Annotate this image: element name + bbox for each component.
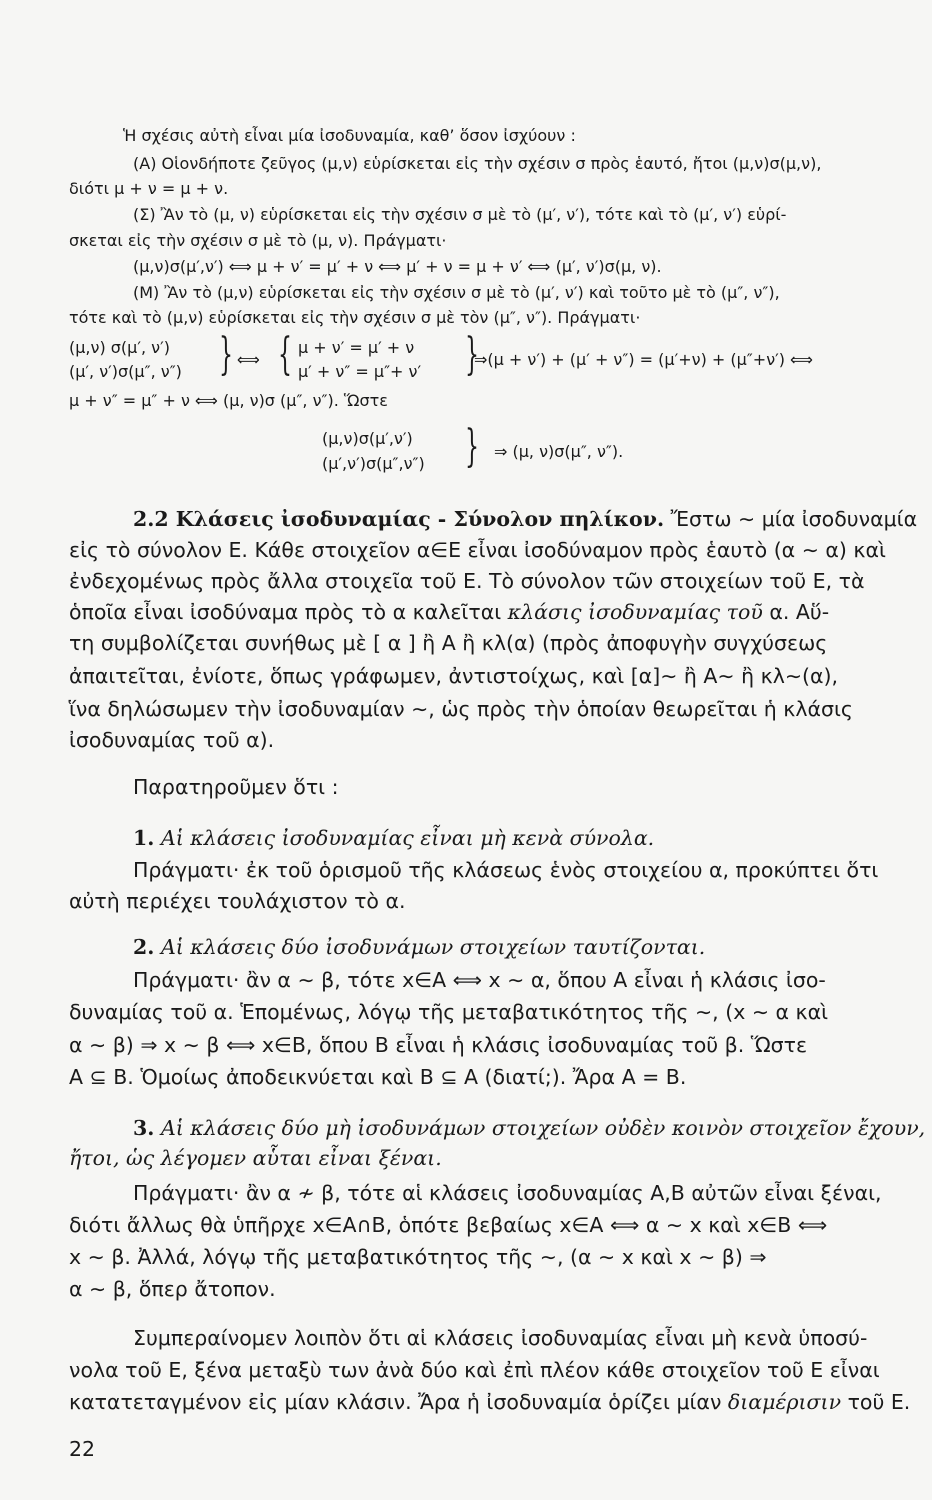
implication: ⇒(μ + ν′) + (μ′ + ν″) = (μ′+ν) + (μ″+ν′) ⟺ bbox=[474, 350, 814, 369]
right-brace: } bbox=[465, 421, 479, 472]
conclusion: ⇒ (μ, ν)σ(μ″, ν″). bbox=[494, 442, 624, 461]
equation-2: μ′ + ν″ = μ″+ ν′ bbox=[298, 362, 422, 381]
item-statement: Αἱ κλάσεις δύο μὴ ἰσοδυνάμων στοιχείων οὐδὲν κοινὸν στοιχεῖον ἔχουν, bbox=[160, 1116, 926, 1140]
equation-1: μ + ν′ = μ′ + ν bbox=[298, 338, 415, 357]
conclusion-line: Συμπεραίνομεν λοιπὸν ὅτι αἱ κλάσεις ἰσοδυναμίας εἶναι μὴ κενὰ ὑποσύ- bbox=[133, 1326, 868, 1350]
section-line: ἰσοδυναμίας τοῦ α). bbox=[69, 728, 275, 752]
property-a: (Α) Οἱονδήποτε ζεῦγος (μ,ν) εὑρίσκεται εἰς τὴν σχέσιν σ πρὸς ἑαυτό, ἤτοι (μ,ν)σ(μ,ν), bbox=[133, 154, 822, 173]
equation-result: μ + ν″ = μ″ + ν ⟺ (μ, ν)σ (μ″, ν″). Ὥστε bbox=[69, 391, 388, 410]
item-statement: Αἱ κλάσεις ἰσοδυναμίας εἶναι μὴ κενὰ σύνολα. bbox=[160, 826, 655, 850]
iff-arrow: ⟺ bbox=[237, 350, 260, 369]
conclusion-relation-1: (μ,ν)σ(μ′,ν′) bbox=[322, 429, 413, 448]
conclusion-relation-2: (μ′,ν′)σ(μ″,ν″) bbox=[322, 454, 425, 473]
conclusion-line: κατατεταγμένον εἰς μίαν κλάσιν. Ἄρα ἡ ἰσοδυναμία ὁρίζει μίαν bbox=[69, 1390, 728, 1414]
item-line: Πράγματι· ἂν α ∼ β, τότε x∈Α ⟺ x ∼ α, ὅπου Α εἶναι ἡ κλάσις ἰσο- bbox=[133, 968, 826, 992]
section-line: ὁποῖα εἶναι ἰσοδύναμα πρὸς τὸ α καλεῖται bbox=[69, 600, 508, 624]
property-s-formula: (μ,ν)σ(μ′,ν′) ⟺ μ + ν′ = μ′ + ν ⟺ μ′ + ν = μ + ν′ ⟺ (μ′, ν′)σ(μ, ν). bbox=[133, 257, 662, 276]
item-line: Α ⊆ Β. Ὁμοίως ἀποδεικνύεται καὶ Β ⊆ Α (διατί;). Ἄρα Α = Β. bbox=[69, 1065, 687, 1089]
section-line: α. Αὕ- bbox=[762, 600, 830, 624]
item-line: διότι ἄλλως θὰ ὑπῆρχε x∈Α∩Β, ὁπότε βεβαίως x∈Α ⟺ α ∼ x καὶ x∈Β ⟺ bbox=[69, 1213, 828, 1237]
item-number: 3. bbox=[133, 1116, 155, 1140]
item-line: α ∼ β) ⇒ x ∼ β ⟺ x∈Β, ὅπου Β εἶναι ἡ κλάσις ἰσοδυναμίας τοῦ β. Ὥστε bbox=[69, 1033, 808, 1057]
conclusion-line: τοῦ Ε. bbox=[841, 1390, 911, 1414]
relation-1: (μ,ν) σ(μ′, ν′) bbox=[69, 338, 170, 357]
item-line: δυναμίας τοῦ α. Ἑπομένως, λόγῳ τῆς μεταβατικότητος τῆς ∼, (x ∼ α καὶ bbox=[69, 1000, 829, 1024]
section-line: ἵνα δηλώσωμεν τὴν ἰσοδυναμίαν ∼, ὡς πρὸς τὴν ὁποίαν θεωρεῖται ἡ κλάσις bbox=[69, 697, 853, 721]
item-line: αὐτὴ περιέχει τουλάχιστον τὸ α. bbox=[69, 889, 406, 913]
section-line: ἐνδεχομένως πρὸς ἄλλα στοιχεῖα τοῦ Ε. Τὸ σύνολον τῶν στοιχείων τοῦ Ε, τὰ bbox=[69, 569, 865, 593]
defined-term: διαμέρισιν bbox=[727, 1390, 842, 1414]
intro-line: Ἡ σχέσις αὐτὴ εἶναι μία ἰσοδυναμία, καθ’ ὅσον ἰσχύουν : bbox=[123, 126, 576, 145]
property-s: (Σ) Ἂν τὸ (μ, ν) εὑρίσκεται εἰς τὴν σχέσιν σ μὲ τὸ (μ′, ν′), τότε καὶ τὸ (μ′, ν′) εὑρί- bbox=[133, 205, 787, 224]
observation: Παρατηροῦμεν ὅτι : bbox=[133, 775, 339, 799]
item-line: x ∼ β. Ἀλλά, λόγῳ τῆς μεταβατικότητος τῆς ∼, (α ∼ x καὶ x ∼ β) ⇒ bbox=[69, 1245, 767, 1269]
section-line: ἀπαιτεῖται, ἐνίοτε, ὅπως γράφωμεν, ἀντιστοίχως, καὶ [α]∼ ἢ Α∼ ἢ κλ∼(α), bbox=[69, 664, 839, 688]
page-number: 22 bbox=[69, 1437, 96, 1461]
section-text: Ἔστω ∼ μία ἰσοδυναμία bbox=[670, 507, 918, 531]
item-line: Πράγματι· ἂν α ≁ β, τότε αἱ κλάσεις ἰσοδυναμίας Α,Β αὐτῶν εἶναι ξέναι, bbox=[133, 1181, 882, 1205]
property-m-cont: τότε καὶ τὸ (μ,ν) εὑρίσκεται εἰς τὴν σχέσιν σ μὲ τὸν (μ″, ν″). Πράγματι· bbox=[69, 308, 641, 327]
property-s-cont: σκεται εἰς τὴν σχέσιν σ μὲ τὸ (μ, ν). Πράγματι· bbox=[69, 231, 447, 250]
conclusion-line: νολα τοῦ Ε, ξένα μεταξὺ των ἀνὰ δύο καὶ ἐπὶ πλέον κάθε στοιχεῖον τοῦ Ε εἶναι bbox=[69, 1358, 880, 1382]
defined-term: κλάσις ἰσοδυναμίας τοῦ bbox=[507, 600, 763, 624]
section-line: τη συμβολίζεται συνήθως μὲ [ α ] ἢ Α ἢ κλ(α) (πρὸς ἀποφυγὴν συγχύσεως bbox=[69, 631, 828, 655]
item-statement: Αἱ κλάσεις δύο ἰσοδυνάμων στοιχείων ταυτίζονται. bbox=[160, 935, 706, 959]
item-line: Πράγματι· ἐκ τοῦ ὁρισμοῦ τῆς κλάσεως ἑνὸς στοιχείου α, προκύπτει ὅτι bbox=[133, 858, 879, 882]
relation-2: (μ′, ν′)σ(μ″, ν″) bbox=[69, 362, 182, 381]
item-number: 1. bbox=[133, 826, 155, 850]
property-m: (Μ) Ἂν τὸ (μ,ν) εὑρίσκεται εἰς τὴν σχέσιν σ μὲ τὸ (μ′, ν′) καὶ τοῦτο μὲ τὸ (μ″, ν″), bbox=[133, 283, 780, 302]
item-number: 2. bbox=[133, 935, 155, 959]
property-a-cont: διότι μ + ν = μ + ν. bbox=[69, 179, 229, 198]
item-statement: ἤτοι, ὡς λέγομεν αὗται εἶναι ξέναι. bbox=[69, 1146, 442, 1170]
section-line: εἰς τὸ σύνολον Ε. Κάθε στοιχεῖον α∈Ε εἶναι ἰσοδύναμον πρὸς ἑαυτὸ (α ∼ α) καὶ bbox=[69, 538, 886, 562]
right-brace: } bbox=[219, 329, 233, 380]
section-heading: 2.2 Κλάσεις ἰσοδυναμίας - Σύνολον πηλίκον. bbox=[133, 507, 665, 531]
left-brace: { bbox=[278, 329, 292, 380]
right-brace: } bbox=[465, 329, 479, 380]
item-line: α ∼ β, ὅπερ ἄτοπον. bbox=[69, 1277, 276, 1301]
